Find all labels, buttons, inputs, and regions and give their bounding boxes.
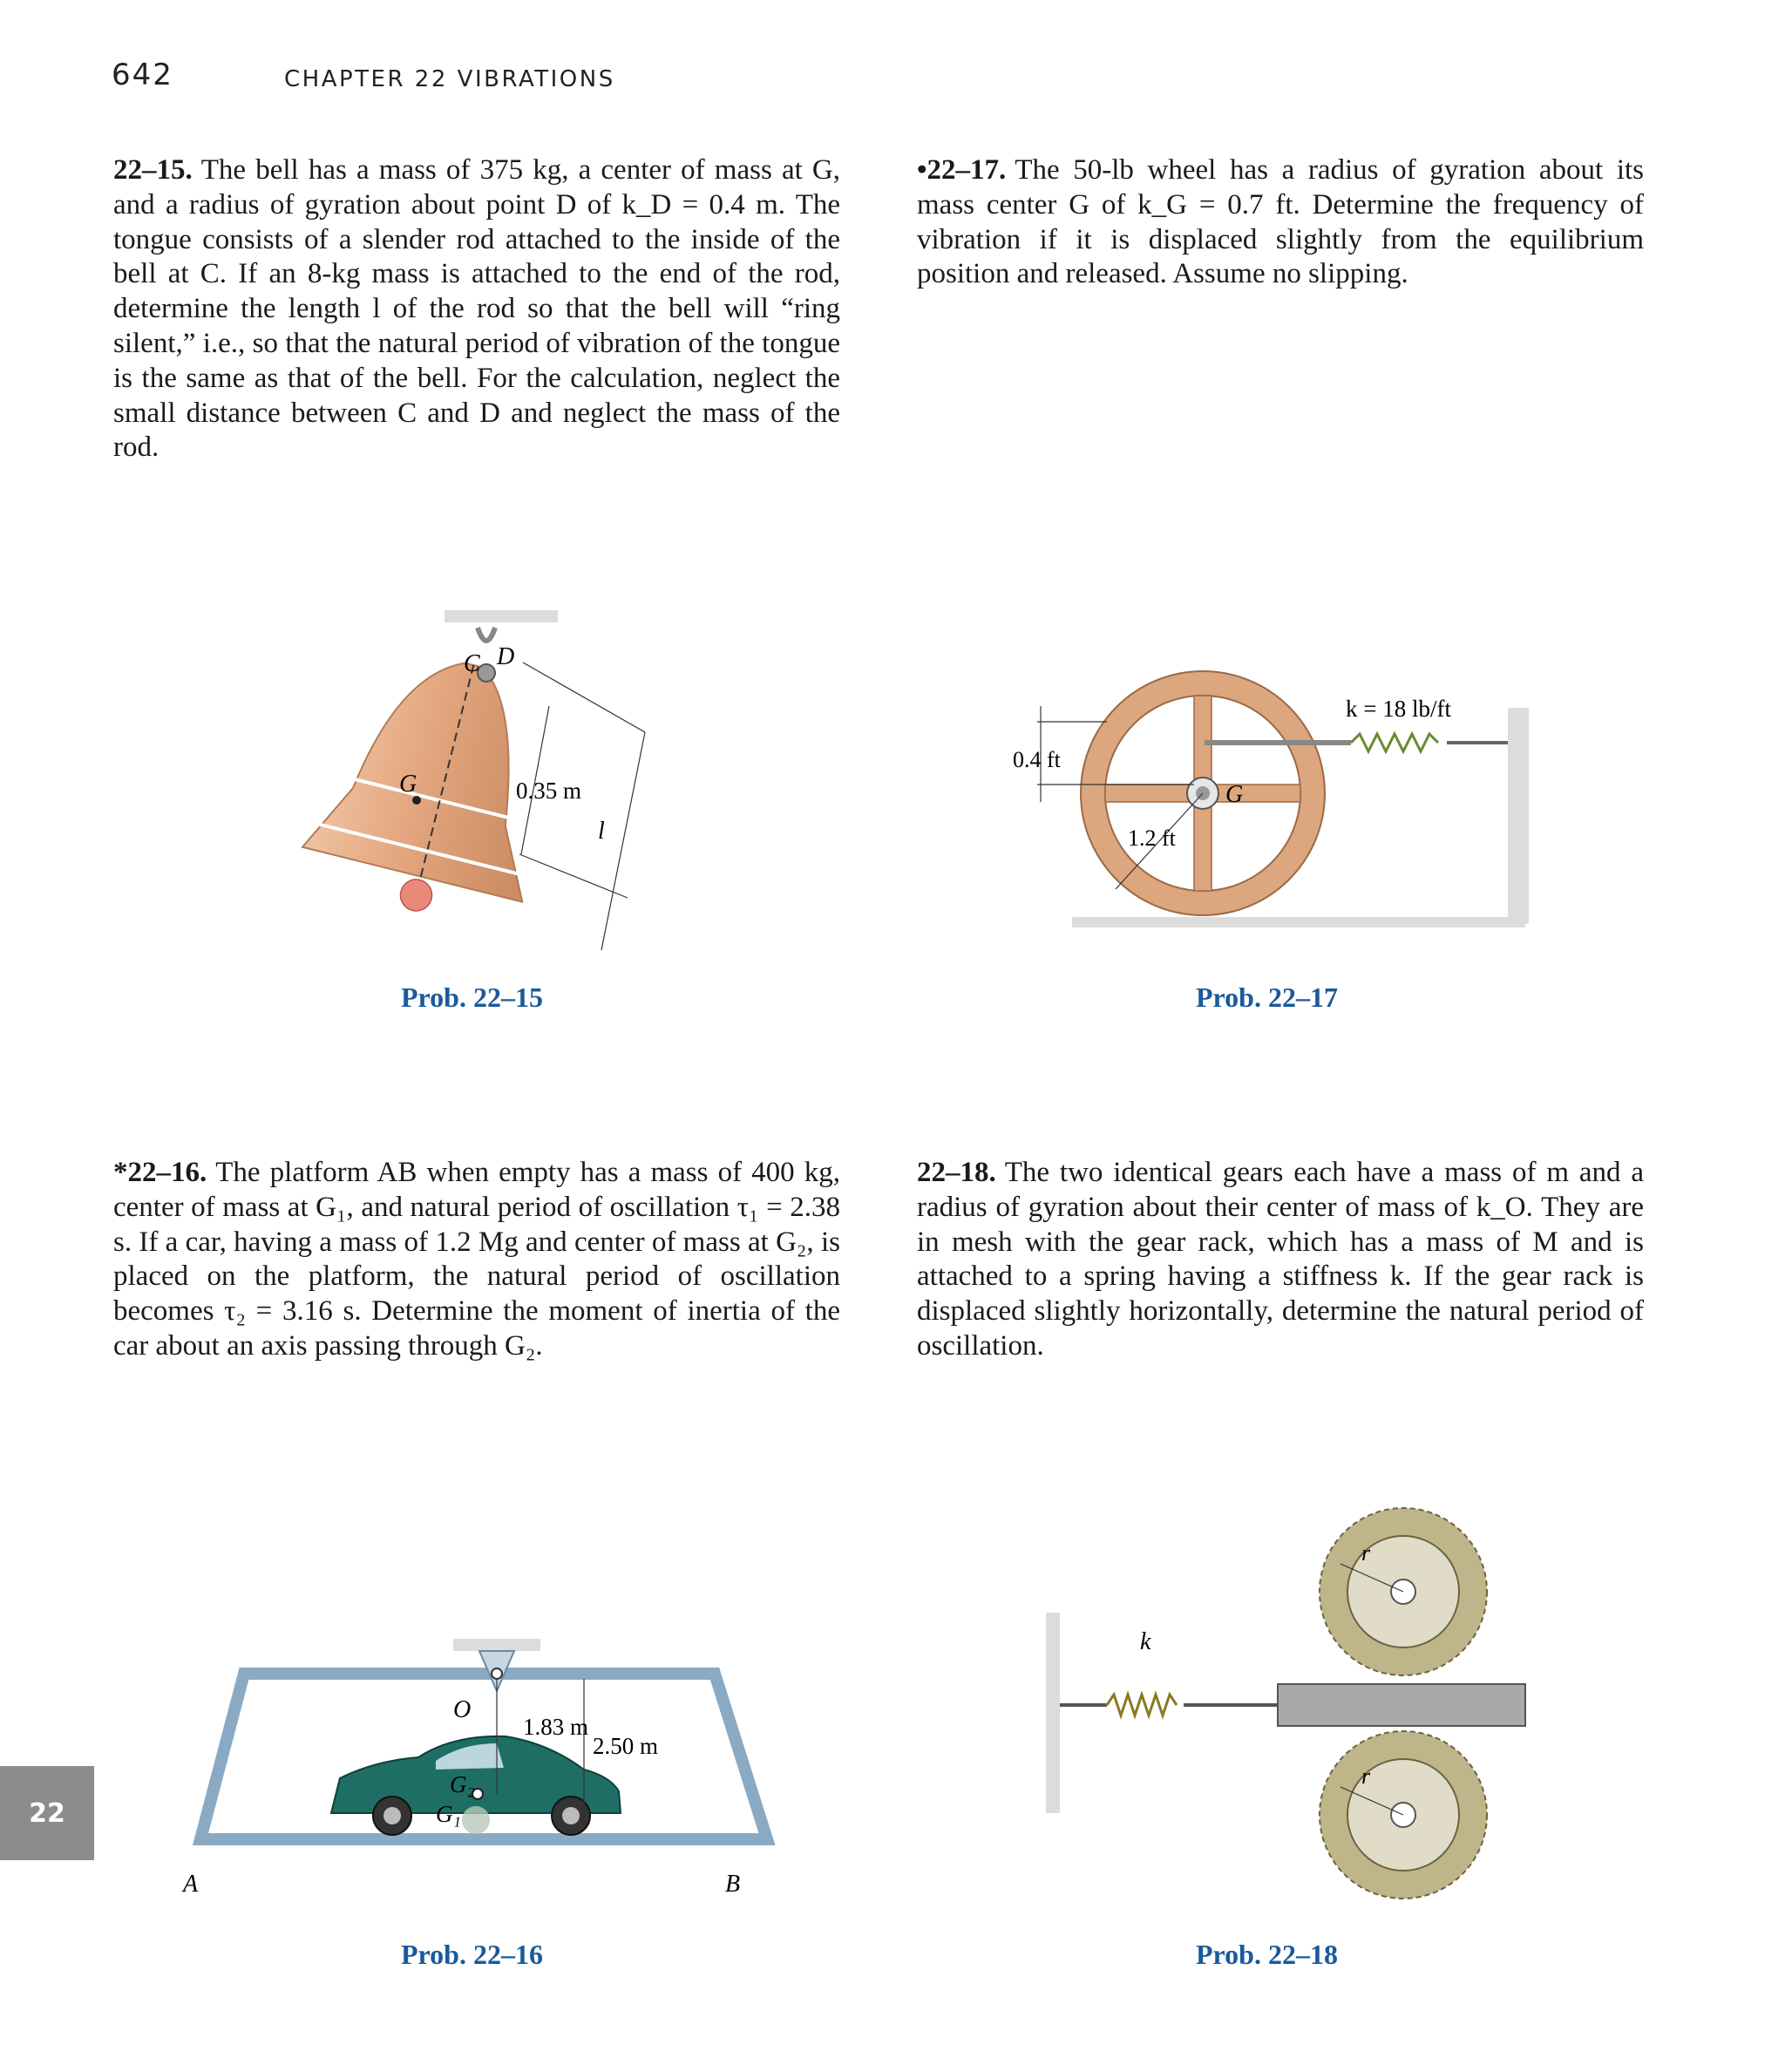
chapter-tab: 22 bbox=[0, 1766, 94, 1860]
label-k: k = 18 lb/ft bbox=[1346, 696, 1451, 722]
caption-prob-22-17: Prob. 22–17 bbox=[1196, 982, 1338, 1013]
label-1-2-ft: 1.2 ft bbox=[1128, 825, 1176, 851]
bell-figure bbox=[261, 601, 680, 968]
spring-k bbox=[1351, 734, 1438, 751]
problem-22-17 bbox=[917, 153, 1644, 292]
label-1-83-m: 1.83 m bbox=[523, 1714, 589, 1740]
problem-number: •22–17. bbox=[917, 154, 1007, 186]
bell-body bbox=[302, 635, 575, 901]
pivot-d bbox=[478, 664, 495, 682]
label-d: D bbox=[497, 643, 515, 670]
gear-rack-figure bbox=[1037, 1499, 1543, 1900]
problem-number: *22–16. bbox=[113, 1157, 207, 1188]
pivot-support bbox=[453, 1639, 540, 1651]
label-0-4-ft: 0.4 ft bbox=[1013, 747, 1061, 772]
label-o: O bbox=[453, 1696, 472, 1723]
problem-text: The two identical gears each have a mass of m and a radius of gyration about their center of mass of k_O. They are in mesh with the gear rack, which has a mass of M and is attached to a spring having a stiffness k. If the gear rack is displaced slightly horizontally, determine the natural period of oscillation. bbox=[917, 1157, 1644, 1362]
problem-text: The bell has a mass of 375 kg, a center of mass at G, and a radius of gyration about point D of k_D = 0.4 m. The tongue consists of a slender rod attached to the inside of the bell at C. If an 8-kg mass is attached to the end of the rod, determine the length l of the rod so that the bell will “ring silent,” i.e., so that the natural period of vibration of the tongue is the same as that of the bell. For the calculation, neglect the small distance between C and D and neglect the mass of the rod. bbox=[113, 154, 840, 464]
label-l: l bbox=[598, 818, 605, 845]
center-g1 bbox=[462, 1806, 490, 1834]
caption-prob-22-15: Prob. 22–15 bbox=[401, 982, 543, 1013]
problem-22-18 bbox=[917, 1156, 1644, 1364]
caption-prob-22-18: Prob. 22–18 bbox=[1196, 1939, 1338, 1970]
caption-prob-22-16: Prob. 22–16 bbox=[401, 1939, 543, 1970]
pivot-o bbox=[492, 1668, 502, 1679]
spring-k bbox=[1107, 1695, 1177, 1715]
platform-figure bbox=[174, 1639, 802, 1900]
problem-text: The platform AB when empty has a mass of 400 kg, center of mass at G₁, and natural period of oscillation τ₁ = 2.38 s. If a car, having a mass of 1.2 Mg and center of mass at G₂, is placed on the platform, the natural period of oscillation becomes τ₂ = 3.16 s. Determine the moment of inertia of the car about an axis passing through G₂. bbox=[113, 1157, 840, 1362]
ground bbox=[1072, 917, 1525, 927]
label-b: B bbox=[725, 1871, 741, 1898]
problem-22-16 bbox=[113, 1156, 840, 1364]
label-r-bottom: r bbox=[1361, 1763, 1371, 1789]
label-g2: G₂ bbox=[450, 1771, 475, 1797]
problem-number: 22–15. bbox=[113, 154, 193, 186]
wall bbox=[1046, 1613, 1060, 1813]
label-c: C bbox=[464, 650, 480, 677]
label-0-35-m: 0.35 m bbox=[516, 778, 582, 804]
problem-number: 22–18. bbox=[917, 1157, 996, 1188]
tongue-mass bbox=[397, 876, 436, 914]
label-g1: G₁ bbox=[436, 1801, 461, 1827]
label-r-top: r bbox=[1361, 1540, 1371, 1566]
label-k: k bbox=[1140, 1628, 1151, 1655]
gear-rack bbox=[1278, 1684, 1525, 1726]
problem-22-15 bbox=[113, 153, 840, 465]
wall bbox=[1508, 708, 1529, 924]
chapter-title: CHAPTER 22 VIBRATIONS bbox=[284, 66, 615, 92]
problem-text: The 50-lb wheel has a radius of gyration about its mass center G of k_G = 0.7 ft. Determine the frequency of vibration if it is displaced slightly from the equilibrium position and released. Assume no slipping. bbox=[917, 154, 1644, 290]
label-a: A bbox=[183, 1871, 199, 1898]
ceiling-support bbox=[445, 610, 558, 622]
label-g: G bbox=[1225, 781, 1244, 808]
label-2-50-m: 2.50 m bbox=[593, 1733, 659, 1759]
label-g: G bbox=[399, 771, 417, 798]
page-number: 642 bbox=[112, 58, 173, 92]
wheel-figure bbox=[1002, 645, 1543, 941]
